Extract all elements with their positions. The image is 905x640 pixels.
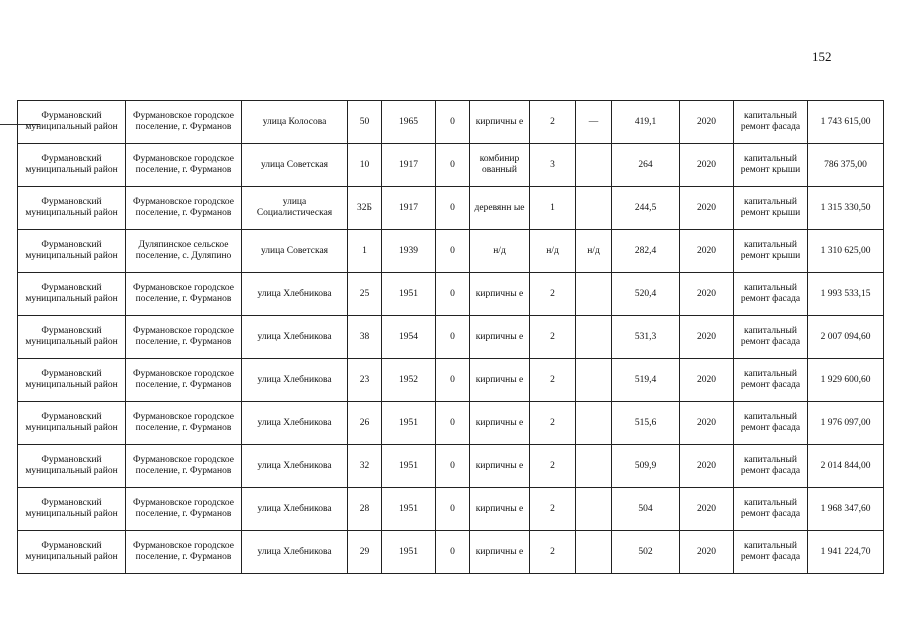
- street-cell: улица Советская: [242, 144, 348, 187]
- house-number-cell: 32Б: [348, 187, 382, 230]
- table-row: [18, 402, 884, 445]
- district-cell: Фурмановский муниципальный район: [18, 144, 126, 187]
- work-type-cell: капитальный ремонт фасада: [734, 359, 808, 402]
- cost-cell: 1 315 330,50: [808, 187, 884, 230]
- street-cell: улица Хлебникова: [242, 445, 348, 488]
- plan-year-cell: 2020: [680, 144, 734, 187]
- housing-repair-table: [17, 100, 884, 574]
- wear-cell: 0: [436, 101, 470, 144]
- plan-year-cell: 2020: [680, 359, 734, 402]
- material-cell: кирпичны е: [470, 273, 530, 316]
- floors-cell: 2: [530, 316, 576, 359]
- cost-cell: 2 007 094,60: [808, 316, 884, 359]
- table-row: [18, 531, 884, 574]
- floors-cell: 2: [530, 488, 576, 531]
- build-year-cell: 1917: [382, 144, 436, 187]
- extra-cell: [576, 445, 612, 488]
- floors-cell: 3: [530, 144, 576, 187]
- extra-cell: [576, 316, 612, 359]
- district-cell: Фурмановский муниципальный район: [18, 101, 126, 144]
- floors-cell: н/д: [530, 230, 576, 273]
- street-cell: улица Хлебникова: [242, 488, 348, 531]
- wear-cell: 0: [436, 230, 470, 273]
- house-number-cell: 50: [348, 101, 382, 144]
- district-cell: Фурмановский муниципальный район: [18, 531, 126, 574]
- material-cell: деревянн ые: [470, 187, 530, 230]
- house-number-cell: 29: [348, 531, 382, 574]
- house-number-cell: 1: [348, 230, 382, 273]
- wear-cell: 0: [436, 359, 470, 402]
- extra-cell: [576, 359, 612, 402]
- street-cell: улица Хлебникова: [242, 402, 348, 445]
- floors-cell: 2: [530, 101, 576, 144]
- table-body: [18, 101, 884, 574]
- material-cell: кирпичны е: [470, 445, 530, 488]
- settlement-cell: Фурмановское городское поселение, г. Фурманов: [126, 402, 242, 445]
- house-number-cell: 38: [348, 316, 382, 359]
- house-number-cell: 10: [348, 144, 382, 187]
- district-cell: Фурмановский муниципальный район: [18, 488, 126, 531]
- material-cell: комбинир ованный: [470, 144, 530, 187]
- area-cell: 502: [612, 531, 680, 574]
- wear-cell: 0: [436, 144, 470, 187]
- house-number-cell: 25: [348, 273, 382, 316]
- material-cell: н/д: [470, 230, 530, 273]
- build-year-cell: 1954: [382, 316, 436, 359]
- cost-cell: 1 976 097,00: [808, 402, 884, 445]
- cost-cell: 1 993 533,15: [808, 273, 884, 316]
- settlement-cell: Фурмановское городское поселение, г. Фурманов: [126, 273, 242, 316]
- floors-cell: 2: [530, 531, 576, 574]
- plan-year-cell: 2020: [680, 230, 734, 273]
- district-cell: Фурмановский муниципальный район: [18, 230, 126, 273]
- cost-cell: 1 929 600,60: [808, 359, 884, 402]
- plan-year-cell: 2020: [680, 488, 734, 531]
- plan-year-cell: 2020: [680, 187, 734, 230]
- street-cell: улица Хлебникова: [242, 273, 348, 316]
- material-cell: кирпичны е: [470, 402, 530, 445]
- house-number-cell: 23: [348, 359, 382, 402]
- area-cell: 504: [612, 488, 680, 531]
- settlement-cell: Фурмановское городское поселение, г. Фурманов: [126, 144, 242, 187]
- cost-cell: 1 743 615,00: [808, 101, 884, 144]
- table-row: [18, 144, 884, 187]
- table-row: [18, 187, 884, 230]
- build-year-cell: 1951: [382, 402, 436, 445]
- material-cell: кирпичны е: [470, 316, 530, 359]
- settlement-cell: Фурмановское городское поселение, г. Фурманов: [126, 531, 242, 574]
- cost-cell: 1 310 625,00: [808, 230, 884, 273]
- wear-cell: 0: [436, 273, 470, 316]
- settlement-cell: Фурмановское городское поселение, г. Фурманов: [126, 187, 242, 230]
- build-year-cell: 1965: [382, 101, 436, 144]
- wear-cell: 0: [436, 316, 470, 359]
- area-cell: 419,1: [612, 101, 680, 144]
- work-type-cell: капитальный ремонт фасада: [734, 273, 808, 316]
- district-cell: Фурмановский муниципальный район: [18, 187, 126, 230]
- street-cell: улица Хлебникова: [242, 316, 348, 359]
- settlement-cell: Дуляпинское сельское поселение, с. Дуляпино: [126, 230, 242, 273]
- floors-cell: 1: [530, 187, 576, 230]
- cost-cell: 1 941 224,70: [808, 531, 884, 574]
- district-cell: Фурмановский муниципальный район: [18, 359, 126, 402]
- floors-cell: 2: [530, 273, 576, 316]
- wear-cell: 0: [436, 445, 470, 488]
- street-cell: улица Хлебникова: [242, 531, 348, 574]
- extra-cell: [576, 488, 612, 531]
- build-year-cell: 1939: [382, 230, 436, 273]
- extra-cell: [576, 187, 612, 230]
- settlement-cell: Фурмановское городское поселение, г. Фурманов: [126, 445, 242, 488]
- table-row: [18, 273, 884, 316]
- work-type-cell: капитальный ремонт фасада: [734, 531, 808, 574]
- extra-cell: [576, 144, 612, 187]
- work-type-cell: капитальный ремонт фасада: [734, 488, 808, 531]
- extra-cell: —: [576, 101, 612, 144]
- plan-year-cell: 2020: [680, 445, 734, 488]
- cost-cell: 786 375,00: [808, 144, 884, 187]
- extra-cell: н/д: [576, 230, 612, 273]
- build-year-cell: 1951: [382, 445, 436, 488]
- build-year-cell: 1951: [382, 273, 436, 316]
- plan-year-cell: 2020: [680, 316, 734, 359]
- table-row: [18, 316, 884, 359]
- district-cell: Фурмановский муниципальный район: [18, 402, 126, 445]
- material-cell: кирпичны е: [470, 531, 530, 574]
- house-number-cell: 28: [348, 488, 382, 531]
- table-row: [18, 359, 884, 402]
- plan-year-cell: 2020: [680, 531, 734, 574]
- material-cell: кирпичны е: [470, 488, 530, 531]
- work-type-cell: капитальный ремонт крыши: [734, 144, 808, 187]
- floors-cell: 2: [530, 359, 576, 402]
- extra-cell: [576, 531, 612, 574]
- page-number: 152: [812, 49, 832, 64]
- settlement-cell: Фурмановское городское поселение, г. Фурманов: [126, 488, 242, 531]
- plan-year-cell: 2020: [680, 101, 734, 144]
- table-row: [18, 101, 884, 144]
- floors-cell: 2: [530, 445, 576, 488]
- plan-year-cell: 2020: [680, 273, 734, 316]
- area-cell: 515,6: [612, 402, 680, 445]
- wear-cell: 0: [436, 531, 470, 574]
- plan-year-cell: 2020: [680, 402, 734, 445]
- street-cell: улица Социалистическая: [242, 187, 348, 230]
- settlement-cell: Фурмановское городское поселение, г. Фурманов: [126, 359, 242, 402]
- table-row: [18, 445, 884, 488]
- area-cell: 282,4: [612, 230, 680, 273]
- table-row: [18, 488, 884, 531]
- floors-cell: 2: [530, 402, 576, 445]
- work-type-cell: капитальный ремонт фасада: [734, 402, 808, 445]
- street-cell: улица Хлебникова: [242, 359, 348, 402]
- wear-cell: 0: [436, 402, 470, 445]
- wear-cell: 0: [436, 488, 470, 531]
- table-row: [18, 230, 884, 273]
- material-cell: кирпичны е: [470, 359, 530, 402]
- build-year-cell: 1917: [382, 187, 436, 230]
- area-cell: 509,9: [612, 445, 680, 488]
- work-type-cell: капитальный ремонт крыши: [734, 187, 808, 230]
- area-cell: 244,5: [612, 187, 680, 230]
- work-type-cell: капитальный ремонт фасада: [734, 316, 808, 359]
- extra-cell: [576, 273, 612, 316]
- wear-cell: 0: [436, 187, 470, 230]
- house-number-cell: 32: [348, 445, 382, 488]
- house-number-cell: 26: [348, 402, 382, 445]
- build-year-cell: 1951: [382, 488, 436, 531]
- settlement-cell: Фурмановское городское поселение, г. Фурманов: [126, 101, 242, 144]
- area-cell: 519,4: [612, 359, 680, 402]
- district-cell: Фурмановский муниципальный район: [18, 445, 126, 488]
- work-type-cell: капитальный ремонт фасада: [734, 445, 808, 488]
- extra-cell: [576, 402, 612, 445]
- area-cell: 531,3: [612, 316, 680, 359]
- street-cell: улица Колосова: [242, 101, 348, 144]
- street-cell: улица Советская: [242, 230, 348, 273]
- build-year-cell: 1951: [382, 531, 436, 574]
- district-cell: Фурмановский муниципальный район: [18, 273, 126, 316]
- material-cell: кирпичны е: [470, 101, 530, 144]
- area-cell: 520,4: [612, 273, 680, 316]
- cost-cell: 2 014 844,00: [808, 445, 884, 488]
- work-type-cell: капитальный ремонт фасада: [734, 101, 808, 144]
- settlement-cell: Фурмановское городское поселение, г. Фурманов: [126, 316, 242, 359]
- area-cell: 264: [612, 144, 680, 187]
- cost-cell: 1 968 347,60: [808, 488, 884, 531]
- work-type-cell: капитальный ремонт крыши: [734, 230, 808, 273]
- build-year-cell: 1952: [382, 359, 436, 402]
- district-cell: Фурмановский муниципальный район: [18, 316, 126, 359]
